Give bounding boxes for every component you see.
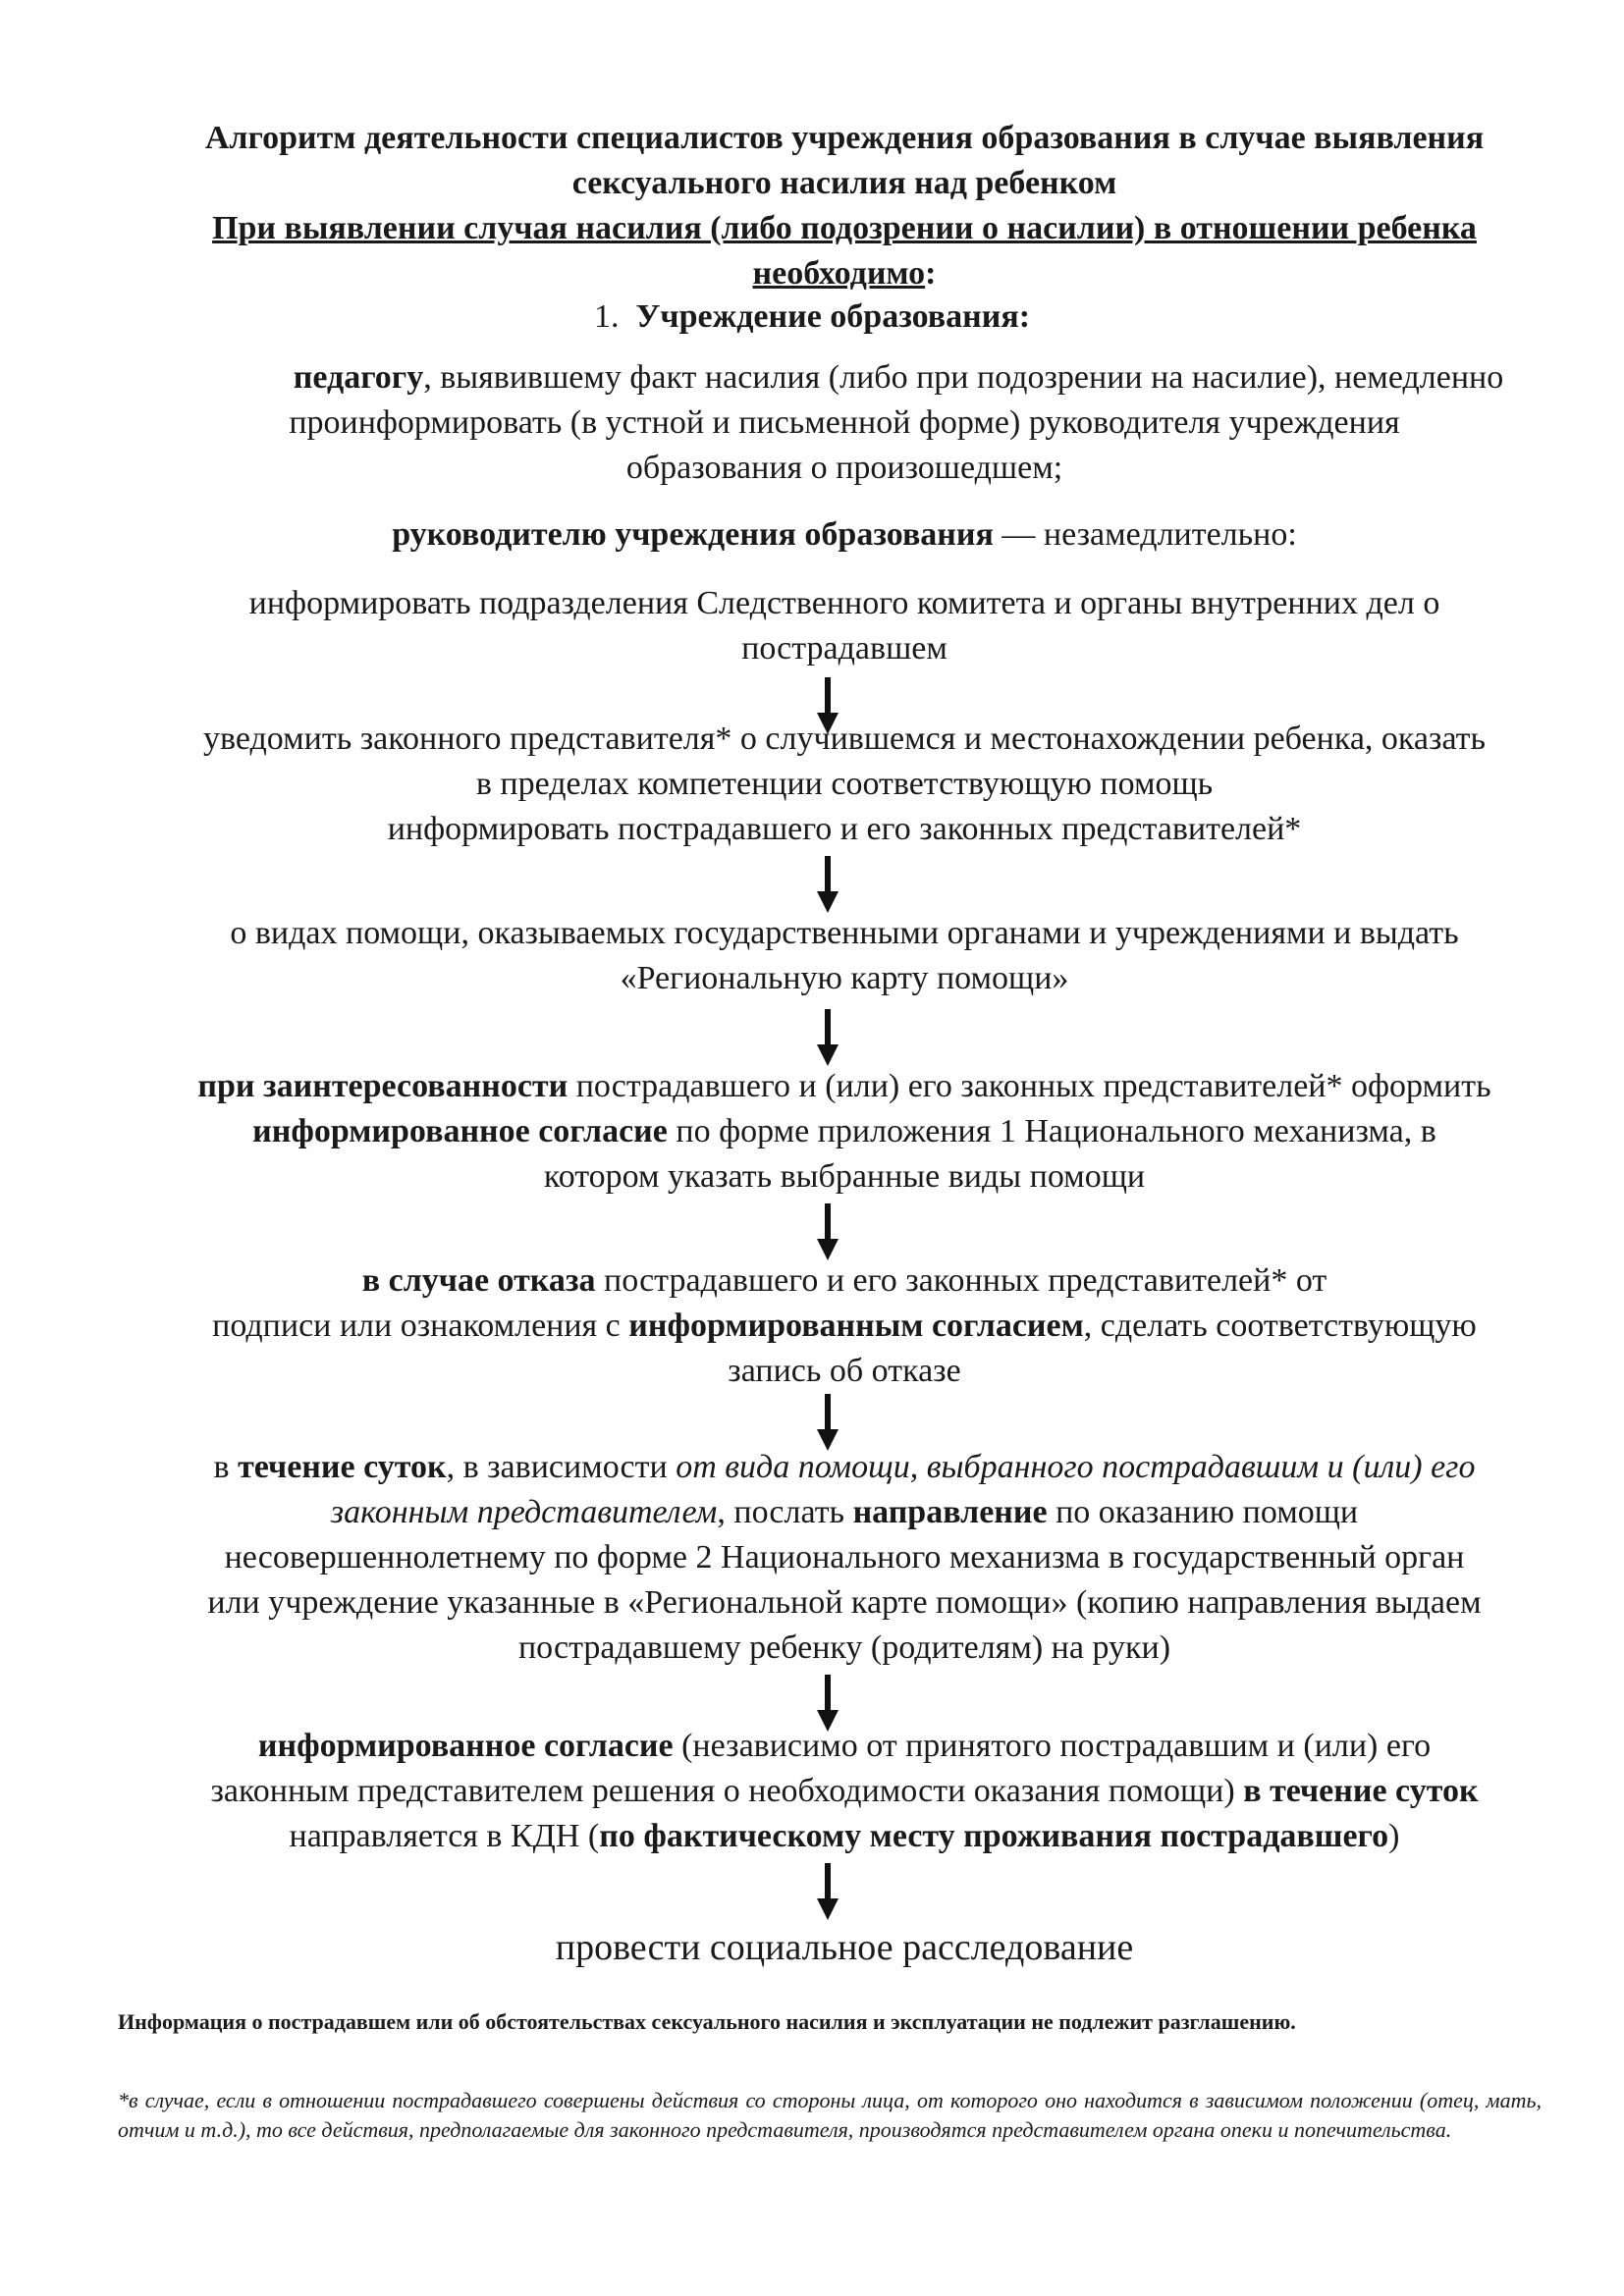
- step-7-head-2: законным представителем решения о необходимости оказания помощи): [210, 1773, 1244, 1809]
- step-5-bold-1: в случае отказа: [361, 1262, 596, 1299]
- step-7-line-3: [98, 1814, 1591, 1859]
- step-3-line-1: о видах помощи, оказываемых государственными органами и учреждениями и выдать: [230, 915, 1459, 951]
- step-2-line-1: уведомить законного представителя* о случившемся и местонахождении ребенка, оказать: [202, 721, 1487, 757]
- step-7-line-2: [98, 1769, 1591, 1814]
- footnote: *в случае, если в отношении пострадавшего совершены действия со стороны лица, от которого оно находится в зависимом положении (отец, мать, отчим и т.д.), то все действия, предполагаемые для законного представителя, производятся представителем органа опеки и попечительства.: [118, 2088, 1542, 2142]
- step-7-tail-3: ): [1388, 1818, 1400, 1854]
- step-5-bold-2: информированным согласием: [628, 1308, 1084, 1344]
- section-title: Учреждение образования:: [635, 298, 1031, 335]
- step-5-text-2: , сделать соответствующую: [1083, 1308, 1477, 1344]
- step-6-bold-1: течение суток: [238, 1449, 447, 1485]
- step-6-line-4: или учреждение указанные в «Региональной карте помощи» (копию направления выдаем: [207, 1584, 1482, 1621]
- step-1: [98, 581, 1591, 671]
- step-5-line-3: запись об отказе: [728, 1353, 961, 1389]
- down-arrow-icon: [817, 1394, 839, 1453]
- head-paragraph: [98, 512, 1591, 558]
- down-arrow-icon: [817, 1203, 839, 1262]
- title-line-1: Алгоритм деятельности специалистов учреждения образования в случае выявления: [204, 120, 1485, 156]
- teacher-line-1: [98, 355, 1591, 400]
- step-7-bold-1: информированное согласие: [257, 1728, 674, 1764]
- step-4-text-1: пострадавшего и (или) его законных представителей* оформить: [568, 1068, 1491, 1104]
- step-8: провести социальное расследование: [555, 1927, 1134, 1968]
- step-7: [98, 1724, 1591, 1859]
- step-6: [98, 1445, 1591, 1671]
- step-6-line-5: пострадавшему ребенку (родителям) на руки): [517, 1629, 1171, 1666]
- down-arrow-icon: [817, 856, 839, 915]
- down-arrow-icon: [817, 1009, 839, 1068]
- step-3: [98, 911, 1591, 1001]
- step-1-line-2: пострадавшем: [741, 630, 947, 667]
- subtitle-colon: :: [925, 255, 937, 292]
- head-bold: руководителю учреждения образования: [392, 516, 994, 553]
- step-2: [98, 717, 1591, 852]
- step-7-text-1: (независимо от принятого пострадавшим и (или) его: [673, 1728, 1432, 1764]
- step-6-italic-1: от вида помощи, выбранного пострадавшим и (или) его: [676, 1449, 1476, 1485]
- document-title: [98, 116, 1591, 206]
- document-subtitle: [98, 206, 1591, 296]
- step-6-bold-2: направление: [852, 1494, 1048, 1530]
- step-7-bold-2: в течение суток: [1243, 1773, 1479, 1809]
- title-line-2: сексуального насилия над ребенком: [571, 165, 1117, 201]
- step-2-line-2: в пределах компетенции соответствующую помощь: [475, 766, 1214, 802]
- confidentiality-notice: Информация о пострадавшем или об обстоятельствах сексуального насилия и эксплуатации не подлежит разглашению.: [118, 2009, 1296, 2034]
- step-6-italic-2: законным представителем: [330, 1494, 718, 1530]
- step-2-line-3: информировать пострадавшего и его законных представителей*: [387, 811, 1302, 847]
- step-6-text-2: по оказанию помощи: [1047, 1494, 1359, 1530]
- step-4-bold-2: информированное согласие: [252, 1113, 668, 1149]
- step-5-line-1: [98, 1258, 1591, 1304]
- step-4-text-2: по форме приложения 1 Национального механизма, в: [667, 1113, 1436, 1149]
- step-4-line-2: [98, 1109, 1591, 1154]
- step-1-line-1: информировать подразделения Следственного комитета и органы внутренних дел о: [248, 585, 1440, 621]
- teacher-paragraph: [98, 355, 1591, 491]
- head-tail: — незамедлительно:: [993, 516, 1297, 553]
- subtitle-underlined-word: необходимо: [752, 255, 926, 292]
- section-number: 1.: [593, 298, 620, 335]
- step-3-line-2: «Региональную карту помощи»: [620, 960, 1069, 996]
- teacher-line-2: проинформировать (в устной и письменной форме) руководителя учреждения: [289, 404, 1400, 441]
- step-6-line-2: [98, 1490, 1591, 1535]
- step-6-head-1: в: [213, 1449, 239, 1485]
- step-7-bold-3: по фактическому месту проживания пострадавшего: [599, 1818, 1389, 1854]
- section-heading: [0, 294, 1624, 340]
- step-5-line-2: [98, 1304, 1591, 1349]
- subtitle-line-2: [98, 251, 1591, 296]
- step-4-bold-1: при заинтересованности: [197, 1068, 568, 1104]
- step-5-text-1: пострадавшего и его законных представителей* от: [595, 1262, 1327, 1299]
- down-arrow-icon: [817, 1863, 839, 1922]
- teacher-bold: педагогу: [293, 359, 424, 396]
- step-6-mid-1: , в зависимости: [446, 1449, 677, 1485]
- step-7-head-3: направляется в КДН (: [289, 1818, 600, 1854]
- step-7-line-1: [98, 1724, 1591, 1769]
- step-6-line-1: [98, 1445, 1591, 1490]
- teacher-text-1: , выявившему факт насилия (либо при подозрении на насилие), немедленно: [423, 359, 1504, 396]
- subtitle-line-1: При выявлении случая насилия (либо подозрении о насилии) в отношении ребенка: [212, 210, 1477, 246]
- step-4: [98, 1064, 1591, 1200]
- step-6-mid-2: , послать: [717, 1494, 853, 1530]
- step-4-line-1: [98, 1064, 1591, 1109]
- step-4-line-3: котором указать выбранные виды помощи: [543, 1158, 1146, 1195]
- teacher-line-3: образования о произошедшем;: [625, 450, 1063, 486]
- step-5-head-2: подписи или ознакомления с: [212, 1308, 629, 1344]
- step-6-line-3: несовершеннолетнему по форме 2 Национального механизма в государственный орган: [224, 1539, 1465, 1575]
- step-5: [98, 1258, 1591, 1394]
